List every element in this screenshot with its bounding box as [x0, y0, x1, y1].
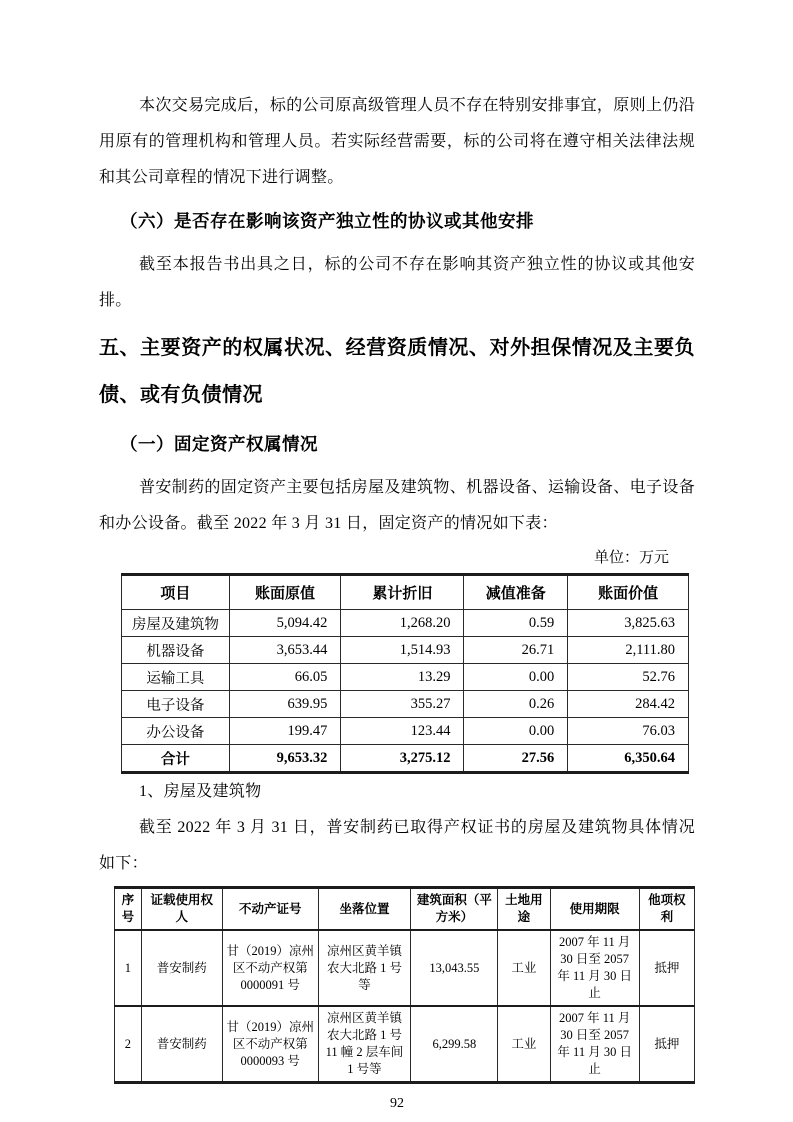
table-cell: 0.26 — [464, 691, 568, 718]
table-header-row — [122, 575, 689, 610]
table-cell: 66.05 — [229, 664, 341, 691]
table-cell: 13,043.55 — [411, 930, 498, 1006]
table-cell: 凉州区黄羊镇农大北路 1 号等 — [318, 930, 411, 1006]
table-cell: 3,825.63 — [568, 610, 689, 637]
table-cell: 抵押 — [639, 930, 694, 1006]
table-cell: 639.95 — [229, 691, 341, 718]
property-certificates-table — [114, 886, 695, 1084]
paragraph-fixed-assets-intro: 普安制药的固定资产主要包括房屋及建筑物、机器设备、运输设备、电子设备和办公设备。截至 2022 年 3 月 31 日，固定资产的情况如下表： — [99, 479, 695, 532]
table-cell: 3,275.12 — [341, 745, 464, 773]
page-number: 92 — [390, 1096, 404, 1111]
section-heading-one: （一）固定资产权属情况 — [120, 434, 318, 454]
paragraph-deal-management: 本次交易完成后，标的公司原高级管理人员不存在特别安排事宜，原则上仍沿用原有的管理机构和管理人员。若实际经营需要，标的公司将在遵守相关法律法规和其公司章程的情况下进行调整。 — [99, 97, 695, 186]
table-row — [122, 664, 689, 691]
table-cell: 甘（2019）凉州区不动产权第 0000093 号 — [222, 1006, 318, 1083]
table-cell: 355.27 — [341, 691, 464, 718]
table-cell: 2 — [115, 1006, 142, 1083]
table-cell: 普安制药 — [141, 930, 222, 1006]
table-cell: 1,268.20 — [341, 610, 464, 637]
header-cell: 建筑面积（平方米） — [411, 888, 498, 931]
table-cell: 0.00 — [464, 718, 568, 745]
table-cell: 电子设备 — [122, 691, 230, 718]
table-cell: 运输工具 — [122, 664, 230, 691]
table-cell: 199.47 — [229, 718, 341, 745]
header-cell: 不动产证号 — [222, 888, 318, 931]
table-cell: 1 — [115, 930, 142, 1006]
table-cell: 工业 — [498, 930, 550, 1006]
table-cell: 5,094.42 — [229, 610, 341, 637]
table-cell: 1,514.93 — [341, 637, 464, 664]
header-cell: 序号 — [115, 888, 142, 931]
paragraph-houses-intro: 截至 2022 年 3 月 31 日，普安制药已取得产权证书的房屋及建筑物具体情况如下： — [99, 819, 695, 872]
table-cell: 2007 年 11 月 30 日至 2057 年 11 月 30 日止 — [550, 1006, 639, 1083]
header-cell: 他项权利 — [639, 888, 694, 931]
table-row — [115, 1006, 695, 1083]
table-cell: 6,350.64 — [568, 745, 689, 773]
table-cell: 3,653.44 — [229, 637, 341, 664]
table-cell: 抵押 — [639, 1006, 694, 1083]
table-cell: 合计 — [122, 745, 230, 773]
header-cell: 使用期限 — [550, 888, 639, 931]
table-row — [122, 691, 689, 718]
table-row — [122, 718, 689, 745]
table-cell: 52.76 — [568, 664, 689, 691]
header-cell: 账面原值 — [229, 575, 341, 610]
table-cell: 0.00 — [464, 664, 568, 691]
header-cell: 证载使用权人 — [141, 888, 222, 931]
header-cell: 坐落位置 — [318, 888, 411, 931]
fixed-assets-table — [121, 573, 689, 774]
table-cell: 甘（2019）凉州区不动产权第 0000091 号 — [222, 930, 318, 1006]
chapter-heading-five: 五、主要资产的权属状况、经营资质情况、对外担保情况及主要负债、或有负债情况 — [99, 337, 695, 406]
table-cell: 办公设备 — [122, 718, 230, 745]
unit-label: 单位：万元 — [593, 550, 669, 566]
table-cell: 27.56 — [464, 745, 568, 773]
table-cell: 2007 年 11 月 30 日至 2057 年 11 月 30 日止 — [550, 930, 639, 1006]
table-cell: 9,653.32 — [229, 745, 341, 773]
table-cell: 6,299.58 — [411, 1006, 498, 1083]
header-cell: 账面价值 — [568, 575, 689, 610]
table-cell: 26.71 — [464, 637, 568, 664]
header-cell: 累计折旧 — [341, 575, 464, 610]
table-cell: 284.42 — [568, 691, 689, 718]
header-cell: 减值准备 — [464, 575, 568, 610]
subsection-heading-houses: 1、房屋及建筑物 — [139, 783, 262, 800]
table-row — [115, 930, 695, 1006]
table-cell: 0.59 — [464, 610, 568, 637]
paragraph-independence: 截至本报告书出具之日，标的公司不存在影响其资产独立性的协议或其他安排。 — [99, 256, 695, 309]
table-cell: 机器设备 — [122, 637, 230, 664]
table-row — [122, 610, 689, 637]
header-cell: 项目 — [122, 575, 230, 610]
header-cell: 土地用途 — [498, 888, 550, 931]
section-heading-six: （六）是否存在影响该资产独立性的协议或其他安排 — [120, 211, 534, 231]
table-row — [122, 637, 689, 664]
table-cell: 房屋及建筑物 — [122, 610, 230, 637]
table-cell: 普安制药 — [141, 1006, 222, 1083]
table-cell: 2,111.80 — [568, 637, 689, 664]
table-cell: 76.03 — [568, 718, 689, 745]
table-cell: 工业 — [498, 1006, 550, 1083]
table-header-row — [115, 888, 695, 931]
table-total-row — [122, 745, 689, 773]
table-cell: 123.44 — [341, 718, 464, 745]
table-cell: 凉州区黄羊镇农大北路 1 号 11 幢 2 层车间 1 号等 — [318, 1006, 411, 1083]
table-cell: 13.29 — [341, 664, 464, 691]
